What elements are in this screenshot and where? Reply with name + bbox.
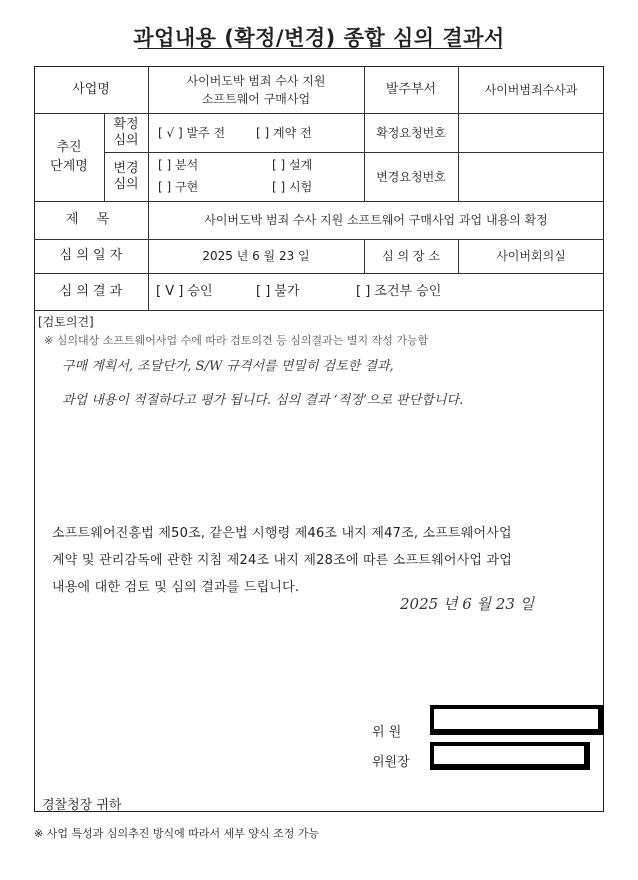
change-option-test[interactable]: [ ] 시험	[272, 180, 313, 194]
footer-note: ※ 사업 특성과 심의추진 방식에 따라서 세부 양식 조정 가능	[34, 826, 320, 840]
project-name-label: 사업명	[72, 81, 110, 97]
ordering-dept-label: 발주부서	[385, 81, 437, 97]
addressee: 경찰청장 귀하	[42, 798, 122, 814]
stage-label-line2: 단계명	[50, 159, 88, 174]
confirm-label-line1: 확정	[113, 116, 139, 132]
review-result-label: 심 의 결 과	[59, 283, 123, 299]
document-title: 과업내용 (확정/변경) 종합 심의 결과서	[133, 26, 505, 50]
ordering-dept-value: 사이버범죄수사과	[484, 82, 578, 97]
stage-label	[34, 113, 104, 201]
change-option-analysis[interactable]: [ ] 분석	[158, 158, 199, 172]
stage-label-line1: 추진	[56, 139, 82, 155]
legal-basis-line1: 소프트웨어진흥법 제50조, 같은법 시행령 제46조 내지 제47조, 소프트웨어사업	[52, 526, 512, 541]
result-option-approve[interactable]: [ V ] 승인	[156, 283, 213, 299]
legal-basis-line3: 내용에 대한 검토 및 심의 결과를 드립니다.	[52, 580, 300, 595]
subject-value: 사이버도박 범죄 수사 지원 소프트웨어 구매사업 과업 내용의 확정	[204, 213, 548, 227]
review-note: ※ 심의대상 소프트웨어사업 수에 따라 검토의견 등 심의결과는 별지 작성 가능함	[44, 333, 429, 347]
project-name-line1: 사이버도박 범죄 수사 지원	[186, 73, 326, 88]
handwritten-date: 2025 년 6 월 23 일	[400, 595, 535, 613]
change-review-label	[104, 152, 148, 201]
legal-basis-line2: 계약 및 관리감독에 관한 지침 제24조 내지 제28조에 따른 소프트웨어사업 과업	[52, 553, 512, 568]
project-name-cell	[148, 66, 364, 113]
review-opinion-header: [검토의견]	[38, 315, 94, 329]
title-underline	[138, 48, 502, 49]
handwritten-opinion-line2: 과업 내용이 적절하다고 평가 됩니다. 심의 결과 ‘적정’으로 판단합니다.	[62, 393, 464, 408]
confirm-label-line2: 심의	[113, 132, 139, 148]
member-label: 위 원	[372, 725, 402, 741]
change-label-line2: 심의	[113, 176, 139, 192]
result-option-conditional[interactable]: [ ] 조건부 승인	[356, 283, 442, 299]
member-signature-redaction	[430, 705, 604, 735]
chair-label: 위원장	[372, 755, 410, 771]
confirm-request-number-value[interactable]	[458, 113, 604, 152]
subject-label: 제 목	[65, 212, 117, 228]
confirm-option-before-order[interactable]: [ √ ] 발주 전	[158, 125, 226, 140]
confirm-request-number-label: 확정요청번호	[376, 125, 446, 140]
project-name-line2: 소프트웨어 구매사업	[201, 91, 311, 106]
legal-basis-paragraph	[52, 520, 592, 601]
confirm-option-before-contract[interactable]: [ ] 계약 전	[256, 125, 312, 140]
change-option-design[interactable]: [ ] 설계	[272, 158, 313, 172]
confirm-review-label	[104, 113, 148, 152]
review-date-value: 2025 년 6 월 23 일	[202, 249, 310, 263]
change-option-implementation[interactable]: [ ] 구현	[158, 180, 199, 194]
change-label-line1: 변경	[113, 160, 139, 176]
review-place-label: 심 의 장 소	[382, 249, 440, 263]
change-request-number-value[interactable]	[458, 152, 604, 201]
review-place-value: 사이버회의실	[496, 249, 566, 263]
chair-signature-redaction	[430, 742, 590, 770]
row-divider	[34, 310, 604, 311]
review-date-label: 심 의 일 자	[59, 248, 123, 264]
handwritten-opinion-line1: 구매 계획서, 조달단가, S/W 규격서를 면밀히 검토한 결과,	[62, 359, 394, 374]
change-request-number-label: 변경요청번호	[376, 169, 446, 184]
result-option-reject[interactable]: [ ] 불가	[256, 283, 300, 299]
